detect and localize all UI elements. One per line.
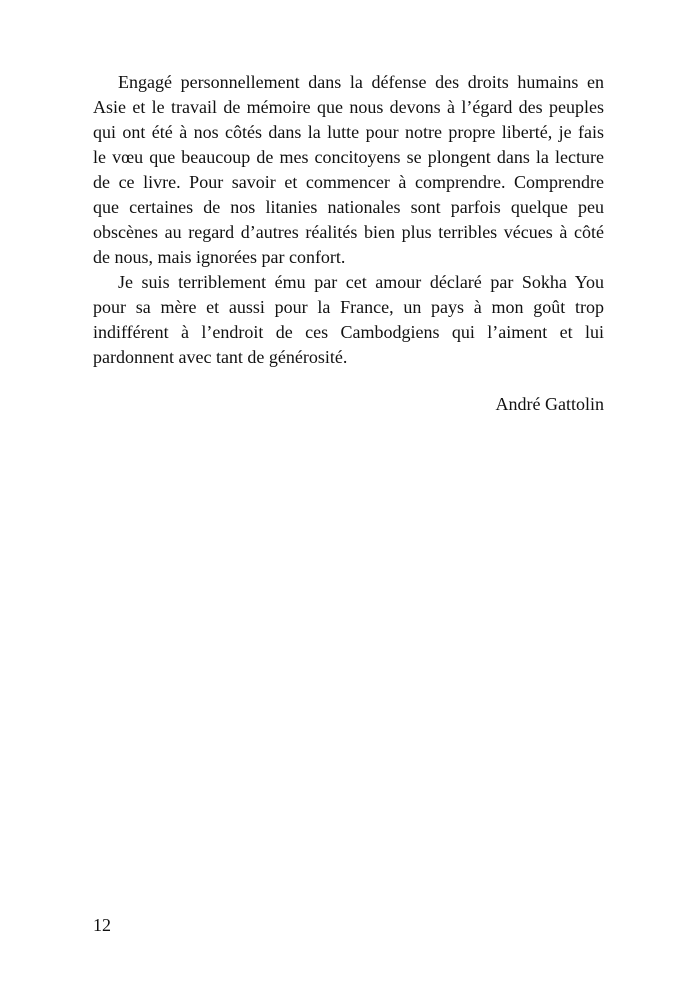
text-line: pour sa mère et aussi pour la France, un pays à mon goût trop — [93, 297, 604, 317]
text-line: pardonnent avec tant de générosité. — [93, 347, 348, 367]
text-line: indifférent à l’endroit de ces Cambodgiens qui l’aiment et lui — [93, 322, 604, 342]
text-line: obscènes au regard d’autres réalités bien plus terribles vécues à côté — [93, 222, 604, 242]
text-line: de ce livre. Pour savoir et commencer à comprendre. Comprendre — [93, 172, 604, 192]
body-text — [93, 70, 604, 370]
text-line: le vœu que beaucoup de mes concitoyens se plongent dans la lecture — [93, 147, 604, 167]
text-line: qui ont été à nos côtés dans la lutte pour notre propre liberté, je fais — [93, 122, 604, 142]
page-number: 12 — [93, 915, 111, 935]
text-line: que certaines de nos litanies nationales sont parfois quelque peu — [93, 197, 604, 217]
text-line: de nous, mais ignorées par confort. — [93, 247, 346, 267]
paragraph-1 — [93, 70, 604, 270]
text-line: Je suis terriblement ému par cet amour déclaré par Sokha You — [118, 272, 604, 292]
author-signature: André Gattolin — [495, 394, 604, 414]
text-line: Asie et le travail de mémoire que nous devons à l’égard des peuples — [93, 97, 604, 117]
text-line: Engagé personnellement dans la défense des droits humains en — [118, 72, 604, 92]
paragraph-2 — [93, 270, 604, 370]
